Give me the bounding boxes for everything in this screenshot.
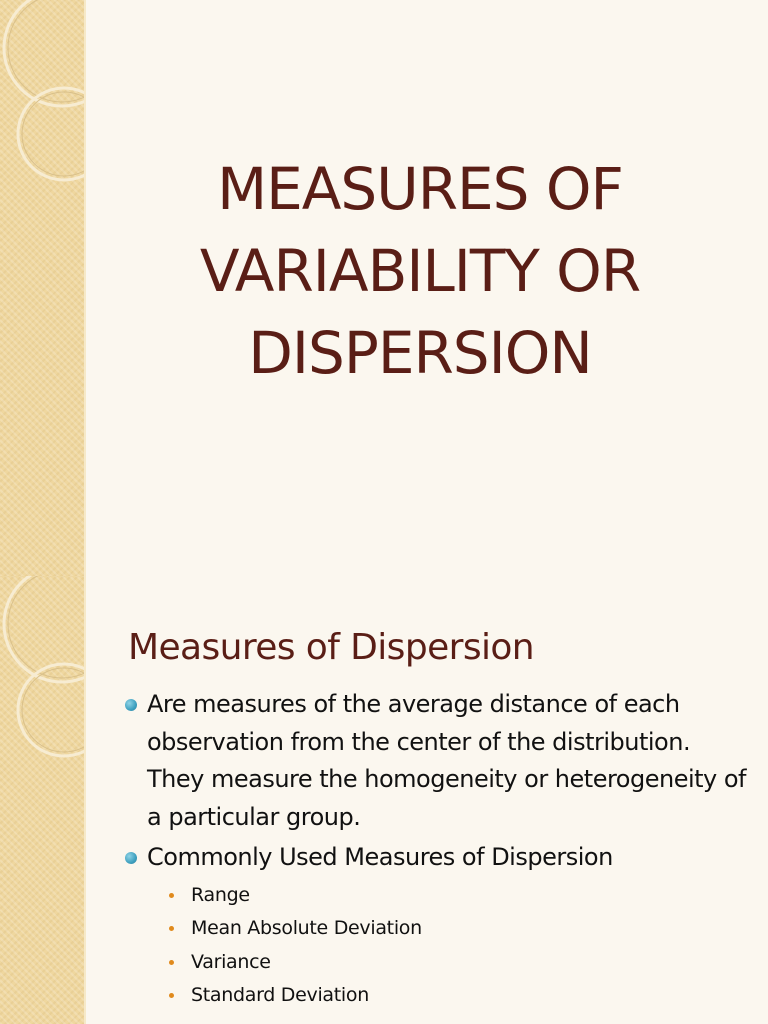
title-line: VARIABILITY OR	[199, 237, 641, 305]
decorative-side-strip	[0, 576, 86, 1024]
sub-list-item	[147, 879, 750, 913]
bullet-text: Are measures of the average distance of each observation from the center of the distribution. They measure the homogeneity or heterogeneity of a particular group.	[147, 690, 747, 831]
bullet-dot-icon	[125, 852, 137, 864]
sub-bullet-dot-icon	[169, 926, 174, 931]
sub-bullet-dot-icon	[169, 893, 174, 898]
sub-bullet-list	[147, 879, 750, 1013]
sub-bullet-dot-icon	[169, 993, 174, 998]
list-item	[120, 839, 750, 1013]
decorative-rings-icon	[0, 0, 84, 576]
sub-list-item	[147, 912, 750, 946]
slide-heading: Measures of Dispersion	[128, 627, 535, 668]
list-item	[120, 686, 750, 836]
sub-bullet-text: Mean Absolute Deviation	[191, 917, 422, 939]
bullet-list	[120, 686, 750, 1016]
sub-list-item	[147, 979, 750, 1013]
bullet-text: Commonly Used Measures of Dispersion	[147, 843, 613, 871]
title-line: MEASURES OF	[217, 155, 623, 223]
bullet-dot-icon	[125, 699, 137, 711]
title-line: DISPERSION	[248, 319, 592, 387]
sub-bullet-text: Variance	[191, 950, 271, 973]
decorative-side-strip	[0, 0, 86, 576]
decorative-rings-icon	[0, 576, 84, 1024]
sub-list-item	[147, 946, 750, 980]
sub-bullet-text: Standard Deviation	[191, 984, 369, 1006]
sub-bullet-dot-icon	[169, 960, 174, 965]
sub-bullet-text: Range	[191, 883, 250, 906]
slide-title	[110, 148, 730, 394]
